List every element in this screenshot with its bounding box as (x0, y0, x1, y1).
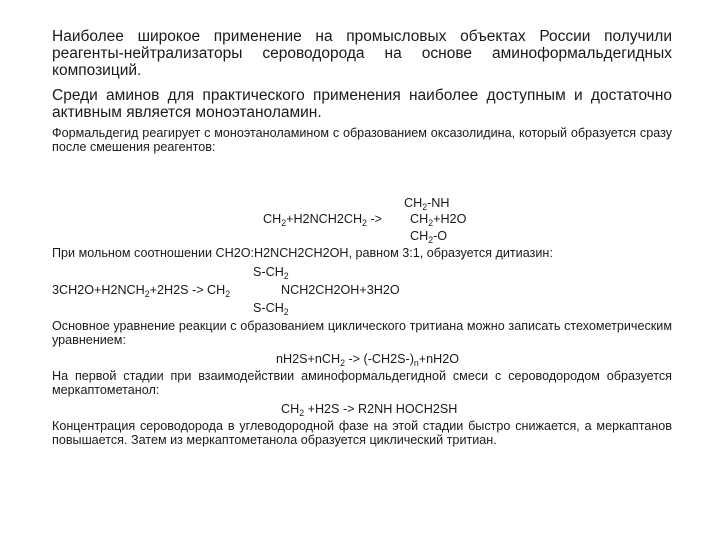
eq2-left: $3CH2O+H2NCH_2+2H2S -> CH_2$ (52, 283, 231, 299)
eq1-right: $CH_2+H2O$ (410, 212, 467, 228)
molar-ratio-text: При мольном соотношении CH2O:H2NCH2CH2OH, равном 3:1, образуется дитиазин: (52, 246, 553, 260)
intro-paragraph-1: Наиболее широкое применение на промысловых объектах России получили реагенты-нейтрализаторы сероводорода на основе аминоформальдегидных композиций. (52, 28, 672, 79)
eq1-left: $CH_2+H2NCH2CH_2$ -> (263, 212, 383, 228)
intro-paragraph-2: Среди аминов для практического применения наиболее доступным и достаточно активным является моноэтаноламин. (52, 87, 672, 121)
eq4: $CH_2 +H2S -> R2NH$ HOCH2SH (281, 402, 458, 418)
reaction-intro-paragraph: Формальдегид реагирует с моноэтаноламином с образованием оксазолидина, который образуется сразу после смешения реагентов: (52, 126, 672, 154)
eq3: $nH2S+nCH_2 -> (-CH2S-)_n+nH2O$ (276, 352, 460, 368)
eq2-bottom: $S-CH_2$ (253, 301, 289, 317)
eq2-right: NCH2CH2OH+3H2O (281, 283, 400, 297)
tritian-text: Основное уравнение реакции с образованием циклического тритиана можно записать стехометрическим уравнением: (52, 319, 672, 347)
conclusion-paragraph: Концентрация сероводорода в углеводородной фазе на этой стадии быстро снижается, а меркаптанов повышается. Затем из меркаптометанола образуется циклический тритиан. (52, 419, 672, 447)
eq1-top-right: $CH_2-NH$ (404, 196, 450, 212)
stage1-text: На первой стадии при взаимодействии аминоформальдегидной смеси с сероводородом образуется меркаптометанол: (52, 369, 672, 397)
eq2-top: $S-CH_2$ (253, 265, 289, 281)
eq1-bottom-right: $CH_2-O$ (410, 229, 448, 245)
